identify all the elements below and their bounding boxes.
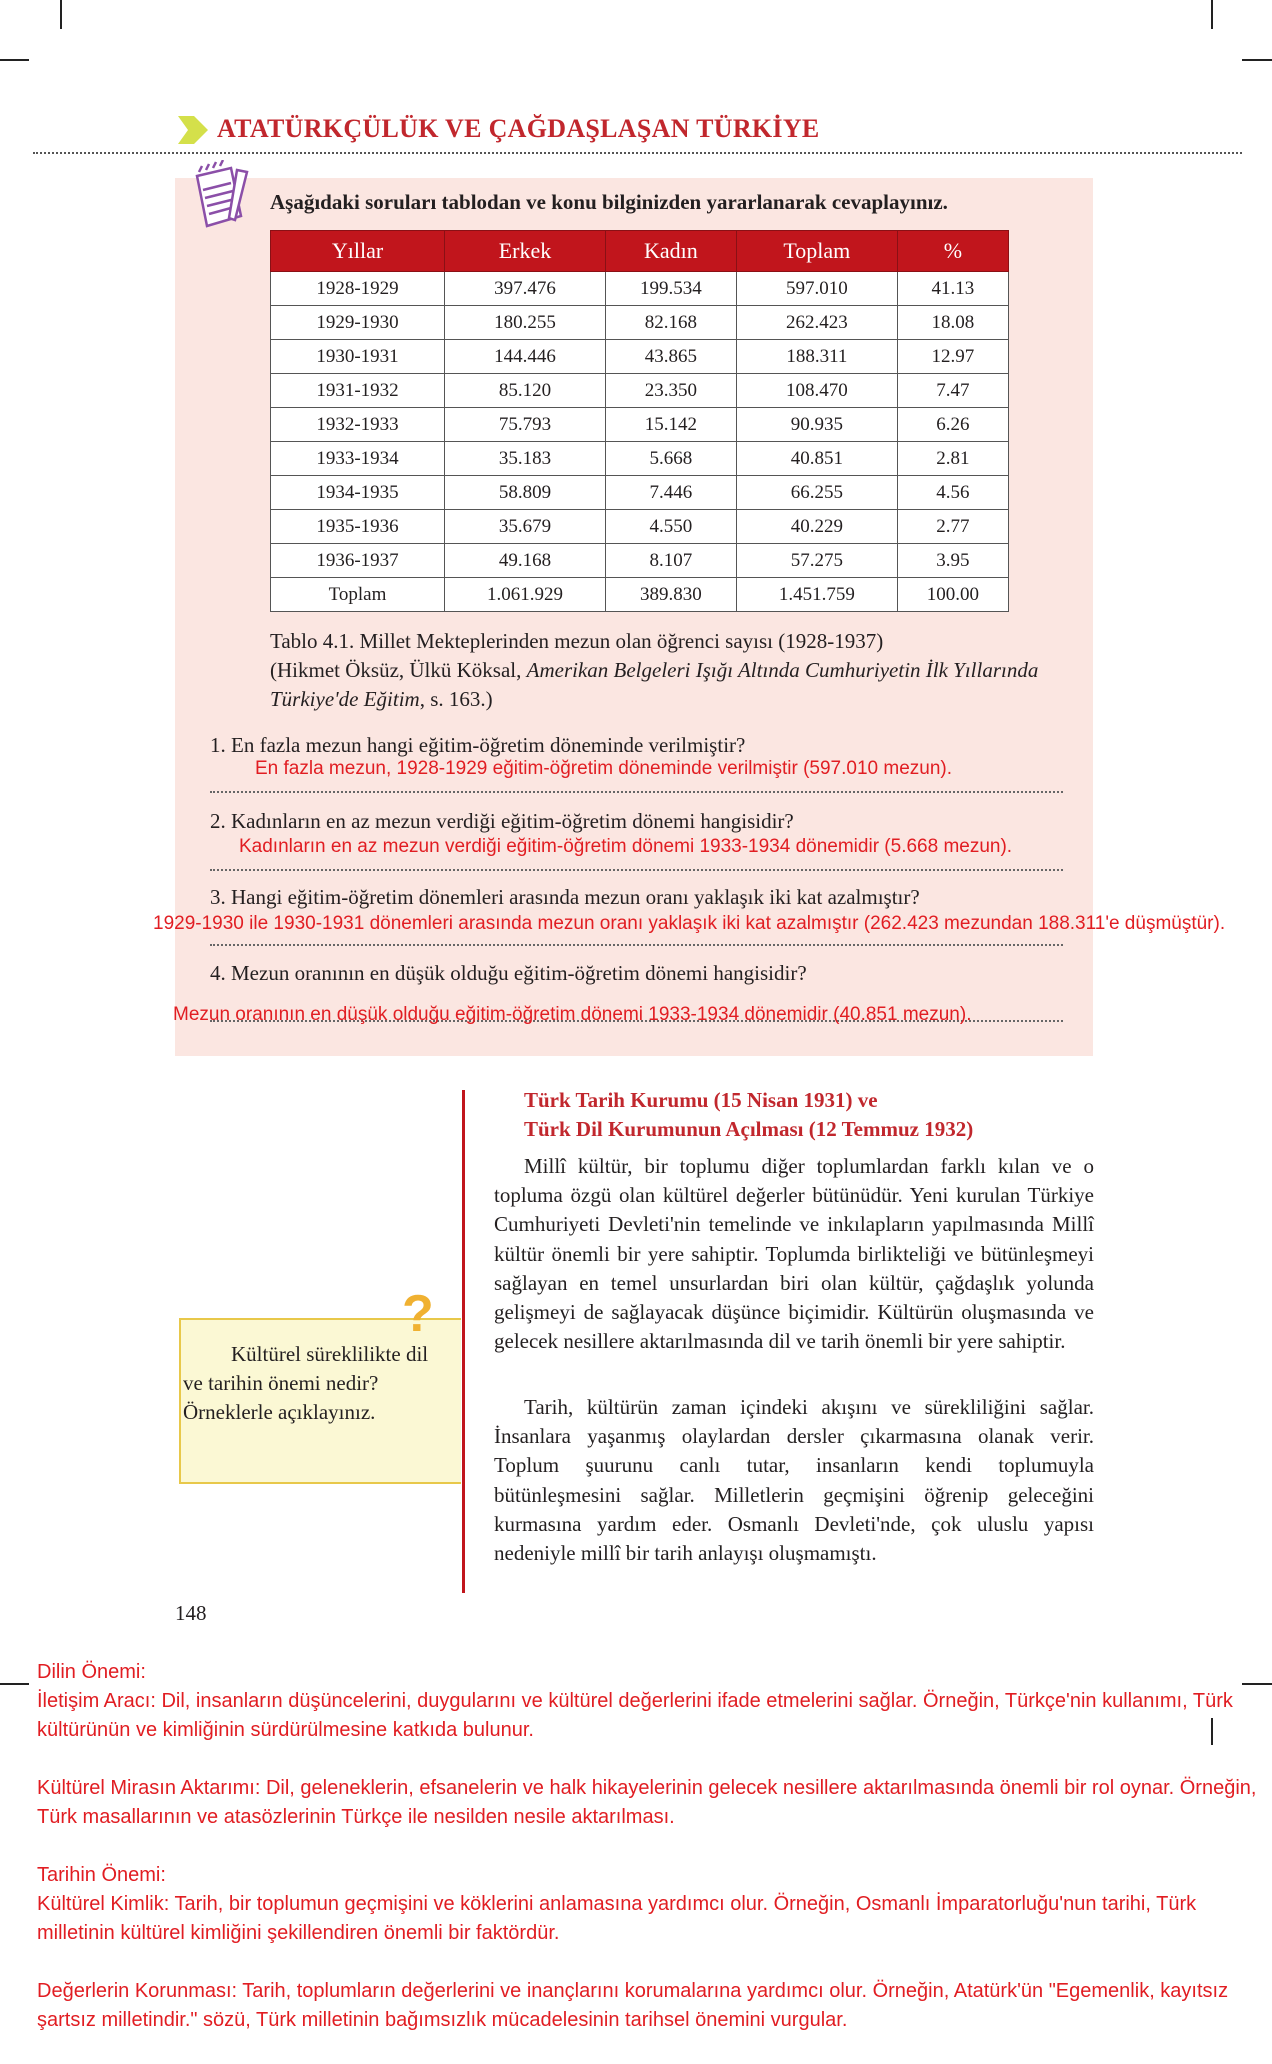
question-3: 3. Hangi eğitim-öğretim dönemleri arasında mezun oranı yaklaşık iki kat azalmıştır?: [210, 885, 920, 909]
table-cell: 262.423: [736, 306, 897, 340]
table-cell: 12.97: [897, 340, 1008, 374]
table-cell: 58.809: [445, 476, 606, 510]
caption-source: [270, 656, 1070, 714]
answer-3: 1929-1930 ile 1930-1931 dönemleri arasında mezun oranı yaklaşık iki kat azalmıştır (262.423 mezundan 188.311'e düşmüştür).: [153, 913, 1226, 934]
table-cell: 2.77: [897, 510, 1008, 544]
section-title-line: Türk Tarih Kurumu (15 Nisan 1931) ve: [524, 1088, 878, 1112]
notebook-pencil-icon: [191, 160, 253, 232]
table-cell: 1.451.759: [736, 578, 897, 612]
table-cell: 180.255: [445, 306, 606, 340]
table-cell: 144.446: [445, 340, 606, 374]
answer-line: [210, 791, 1063, 793]
activity-instruction: Aşağıdaki soruları tablodan ve konu bilginizden yararlanarak cevaplayınız.: [270, 190, 948, 214]
table-cell: 1936-1937: [271, 544, 445, 578]
section-divider: [462, 1090, 465, 1593]
table-cell: 57.275: [736, 544, 897, 578]
crop-mark: [1242, 59, 1272, 61]
table-cell: 3.95: [897, 544, 1008, 578]
table-cell: 199.534: [605, 272, 736, 306]
table-row: [271, 374, 1009, 408]
table-row: [271, 544, 1009, 578]
table-cell: 41.13: [897, 272, 1008, 306]
table-row: [271, 408, 1009, 442]
answer-heading: Tarihin Önemi:: [37, 1864, 166, 1886]
table-cell: 2.81: [897, 442, 1008, 476]
crop-mark: [0, 1683, 29, 1685]
answer-paragraph: Kültürel Mirasın Aktarımı: Dil, geleneklerin, efsanelerin ve halk hikayelerinin gelecek nesillere aktarılmasında önemli bir rol oynar. Örneğin, Türk masallarının ve atasözlerinin Türkçe ile nesilden nesile aktarılması.: [37, 1777, 1257, 1828]
caption-authors: (Hikmet Öksüz, Ülkü Köksal,: [270, 658, 527, 682]
page-number: 148: [175, 1601, 207, 1625]
table-cell: 108.470: [736, 374, 897, 408]
table-cell: 35.183: [445, 442, 606, 476]
answer-paragraph: Değerlerin Korunması: Tarih, toplumların değerlerini ve inançlarını korumalarına yardımcı olur. Örneğin, Atatürk'ün "Egemenlik, kayıtsız şartsız milletindir." sözü, Türk milletinin bağımsızlık mücadelesinin tarihsel önemini vurgular.: [37, 1980, 1229, 2031]
table-cell: 75.793: [445, 408, 606, 442]
table-cell: 1929-1930: [271, 306, 445, 340]
table-cell: 1935-1936: [271, 510, 445, 544]
table-cell: 397.476: [445, 272, 606, 306]
table-row: [271, 442, 1009, 476]
table-cell: 49.168: [445, 544, 606, 578]
table-cell: 18.08: [897, 306, 1008, 340]
table-cell: 15.142: [605, 408, 736, 442]
table-cell: 85.120: [445, 374, 606, 408]
column-header: Yıllar: [271, 231, 445, 272]
table-cell: 4.56: [897, 476, 1008, 510]
table-row: [271, 306, 1009, 340]
table-cell: 188.311: [736, 340, 897, 374]
table-row: [271, 476, 1009, 510]
chapter-title: ATATÜRKÇÜLÜK VE ÇAĞDAŞLAŞAN TÜRKİYE: [217, 114, 820, 143]
table-cell: 100.00: [897, 578, 1008, 612]
table-row: [271, 272, 1009, 306]
table-cell: 5.668: [605, 442, 736, 476]
table-cell: 1931-1932: [271, 374, 445, 408]
table-cell: 4.550: [605, 510, 736, 544]
caption-page: , s. 163.): [419, 687, 493, 711]
column-header: Erkek: [445, 231, 606, 272]
table-caption: [270, 627, 1070, 714]
table-row: [271, 578, 1009, 612]
table-cell: 6.26: [897, 408, 1008, 442]
paragraph-1: Millî kültür, bir toplumu diğer toplumlardan farklı kılan ve o topluma özgü olan kültürel değerler bütünüdür. Yeni kurulan Türkiye Cumhuriyeti Devleti'nin temelinde ve inkılapların yapılmasında Millî kültür önemli bir yere sahiptir. Toplumda birlikteliği ve bütünleşmeyi sağlayan en temel unsurlardan biri olan kültür, çağdaşlık yolunda gelişmeyi de sağlayacak düşünce biçimidir. Kültürün oluşmasında ve gelecek nesillere aktarılmasında dil ve tarih önemli bir yere sahiptir.: [494, 1154, 1094, 1354]
graduates-table: [270, 230, 1009, 612]
table-cell: 1933-1934: [271, 442, 445, 476]
caption-title: Tablo 4.1. Millet Mekteplerinden mezun olan öğrenci sayısı (1928-1937): [270, 629, 884, 653]
table-cell: 1.061.929: [445, 578, 606, 612]
table-cell: 1930-1931: [271, 340, 445, 374]
table-header-row: [271, 231, 1009, 272]
table-row: [271, 340, 1009, 374]
table-cell: 35.679: [445, 510, 606, 544]
table-cell: 43.865: [605, 340, 736, 374]
table-row: [271, 510, 1009, 544]
crop-mark: [0, 59, 29, 61]
crop-mark: [1211, 0, 1213, 29]
question-2: 2. Kadınların en az mezun verdiği eğitim-öğretim dönemi hangisidir?: [210, 809, 794, 833]
table-cell: 8.107: [605, 544, 736, 578]
arrow-icon: [176, 114, 210, 146]
answer-4: Mezun oranının en düşük olduğu eğitim-öğretim dönemi 1933-1934 dönemidir (40.851 mezun).: [173, 1004, 972, 1025]
table-cell: 7.47: [897, 374, 1008, 408]
section-title-line: Türk Dil Kurumunun Açılması (12 Temmuz 1932): [524, 1117, 974, 1141]
answer-paragraph: Kültürel Kimlik: Tarih, bir toplumun geçmişini ve köklerini anlamasına yardımcı olur. Örneğin, Osmanlı İmparatorluğu'nun tarihi, Türk milletinin kültürel kimliğini şekillendiren önemli bir faktördür.: [37, 1893, 1197, 1944]
table-cell: 66.255: [736, 476, 897, 510]
column-header: Toplam: [736, 231, 897, 272]
answer-1: En fazla mezun, 1928-1929 eğitim-öğretim döneminde verilmiştir (597.010 mezun).: [255, 758, 953, 779]
table-cell: 90.935: [736, 408, 897, 442]
header-divider: [33, 152, 1242, 154]
column-header: Kadın: [605, 231, 736, 272]
answer-line: [210, 944, 1063, 946]
question-1: 1. En fazla mezun hangi eğitim-öğretim döneminde verilmiştir?: [210, 733, 746, 757]
table-cell: 82.168: [605, 306, 736, 340]
answer-paragraph: İletişim Aracı: Dil, insanların düşüncelerini, duygularını ve kültürel değerlerini ifade etmelerini sağlar. Örneğin, Türkçe'nin kullanımı, Türk kültürünün ve kimliğinin sürdürülmesine katkıda bulunur.: [37, 1690, 1233, 1741]
table-cell: 389.830: [605, 578, 736, 612]
table-cell: 1934-1935: [271, 476, 445, 510]
table-cell: 23.350: [605, 374, 736, 408]
table-cell: 597.010: [736, 272, 897, 306]
answer-heading: Dilin Önemi:: [37, 1661, 146, 1683]
paragraph-2: Tarih, kültürün zaman içindeki akışını ve sürekliliğini sağlar. İnsanlara yaşanmış olaylardan dersler çıkarmasına olanak verir. Toplum şuurunu canlı tutar, insanların kendi toplumuyla bütünleşmesini sağlar. Milletlerin geçmişini öğrenip geleceğini kurmasına yardım eder. Osmanlı Devleti'nde, çok uluslu yapısı nedeniyle millî bir tarih anlayışı oluşmamıştı.: [494, 1395, 1094, 1566]
discussion-question: Kültürel süreklilikte dil ve tarihin önemi nedir? Örneklerle açıklayınız.: [183, 1342, 429, 1424]
column-header: %: [897, 231, 1008, 272]
crop-mark: [60, 0, 62, 29]
table-cell: 1932-1933: [271, 408, 445, 442]
table-cell: 1928-1929: [271, 272, 445, 306]
answer-line: [210, 869, 1063, 871]
table-cell: Toplam: [271, 578, 445, 612]
question-mark-icon: ?: [402, 1285, 434, 1343]
table-cell: 40.229: [736, 510, 897, 544]
table-cell: 7.446: [605, 476, 736, 510]
question-4: 4. Mezun oranının en düşük olduğu eğitim-öğretim dönemi hangisidir?: [210, 961, 807, 985]
caption-book-title: Amerikan Belgeleri Işığı Altında Cumhuriyetin İlk Yıllarında Türkiye'de Eğitim: [270, 658, 1039, 711]
answer-2: Kadınların en az mezun verdiği eğitim-öğretim dönemi 1933-1934 dönemidir (5.668 mezun).: [239, 836, 1013, 857]
table-cell: 40.851: [736, 442, 897, 476]
section-title: [524, 1086, 973, 1144]
answer-text: [37, 1658, 1257, 2035]
